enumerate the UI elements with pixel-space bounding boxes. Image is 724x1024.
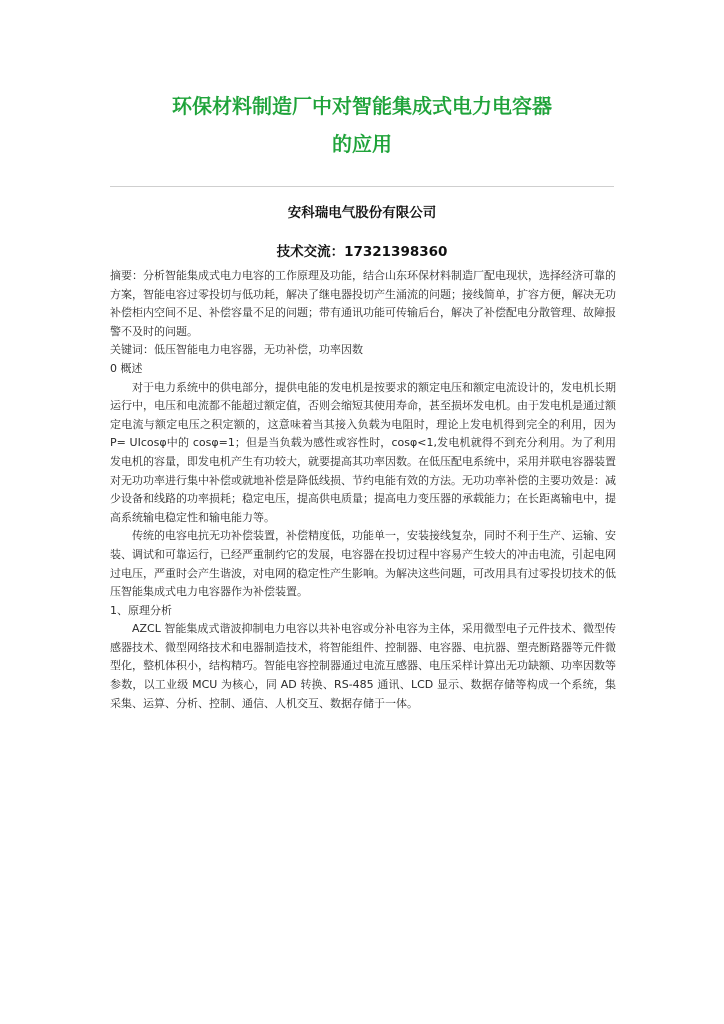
document-title-line-2: 的应用 [332,132,392,156]
contact-line: 技术交流：17321398360 [276,244,448,260]
body-paragraph-3: AZCL 智能集成式谐波抑制电力电容以共补电容或分补电容为主体，采用微型电子元件技术、微型传感器技术、微型网络技术和电器制造技术，将智能组件、控制器、电容器、电抗器、塑壳断路器等元件微型化，整机体积小，结构精巧。智能电容控制器通过电流互感器、电压采样计算出无功缺额、功率因数等参数，以工业级 MCU 为核心，同 AD 转换、RS-485 通讯、LCD 显示、数据存储等构成一个系统，集采集、运算、分析、控制、通信、人机交互、数据存储于一体。 [110,622,616,710]
document-body [110,267,616,713]
section-heading-overview: 0 概述 [110,361,143,375]
title-divider [110,186,614,187]
company-name: 安科瑞电气股份有限公司 [287,205,437,221]
keywords-line: 关键词：低压智能电力电容器，无功补偿，功率因数 [110,343,363,357]
body-paragraph-2: 传统的电容电抗无功补偿装置，补偿精度低，功能单一，安装接线复杂，同时不利于生产、运输、安装、调试和可靠运行，已经严重制约它的发展，电容器在投切过程中容易产生较大的冲击电流，引起电网过电压，严重时会产生谐波，对电网的稳定性产生影响。为解决这些问题，可改用具有过零投切技术的低压智能集成式电力电容器作为补偿装置。 [110,529,616,599]
document-title-line-1: 环保材料制造厂中对智能集成式电力电容器 [172,94,552,118]
body-paragraph-1: 对于电力系统中的供电部分，提供电能的发电机是按要求的额定电压和额定电流设计的，发电机长期运行中，电压和电流都不能超过额定值，否则会缩短其使用寿命，甚至损坏发电机。由于发电机是通过额定电流与额定电压之积定额的，这意味着当其接入负载为电阻时，理论上发电机得到完全的利用，因为 P= UIcosφ中的 cosφ=1；但是当负载为感性或容性时，cosφ<1,发电机就得不到充分利用。为了利用发电机的容量，即发电机产生有功较大，就要提高其功率因数。在低压配电系统中，采用并联电容器装置对无功功率进行集中补偿或就地补偿是降低线损、节约电能有效的方法。无功功率补偿的主要功效是：减少设备和线路的功率损耗；稳定电压，提高供电质量；提高电力变压器的承载能力；在长距离输电中，提高系统输电稳定性和输电能力等。 [110,380,616,524]
section-heading-principle: 1、原理分析 [110,603,172,617]
abstract-paragraph: 摘要：分析智能集成式电力电容的工作原理及功能，结合山东环保材料制造厂配电现状，选择经济可靠的方案，智能电容过零投切与低功耗，解决了继电器投切产生涌流的问题；接线简单，扩容方便，解决无功补偿柜内空间不足、补偿容量不足的问题；带有通讯功能可传输后台，解决了补偿配电分散管理、故障报警不及时的问题。 [110,269,616,338]
